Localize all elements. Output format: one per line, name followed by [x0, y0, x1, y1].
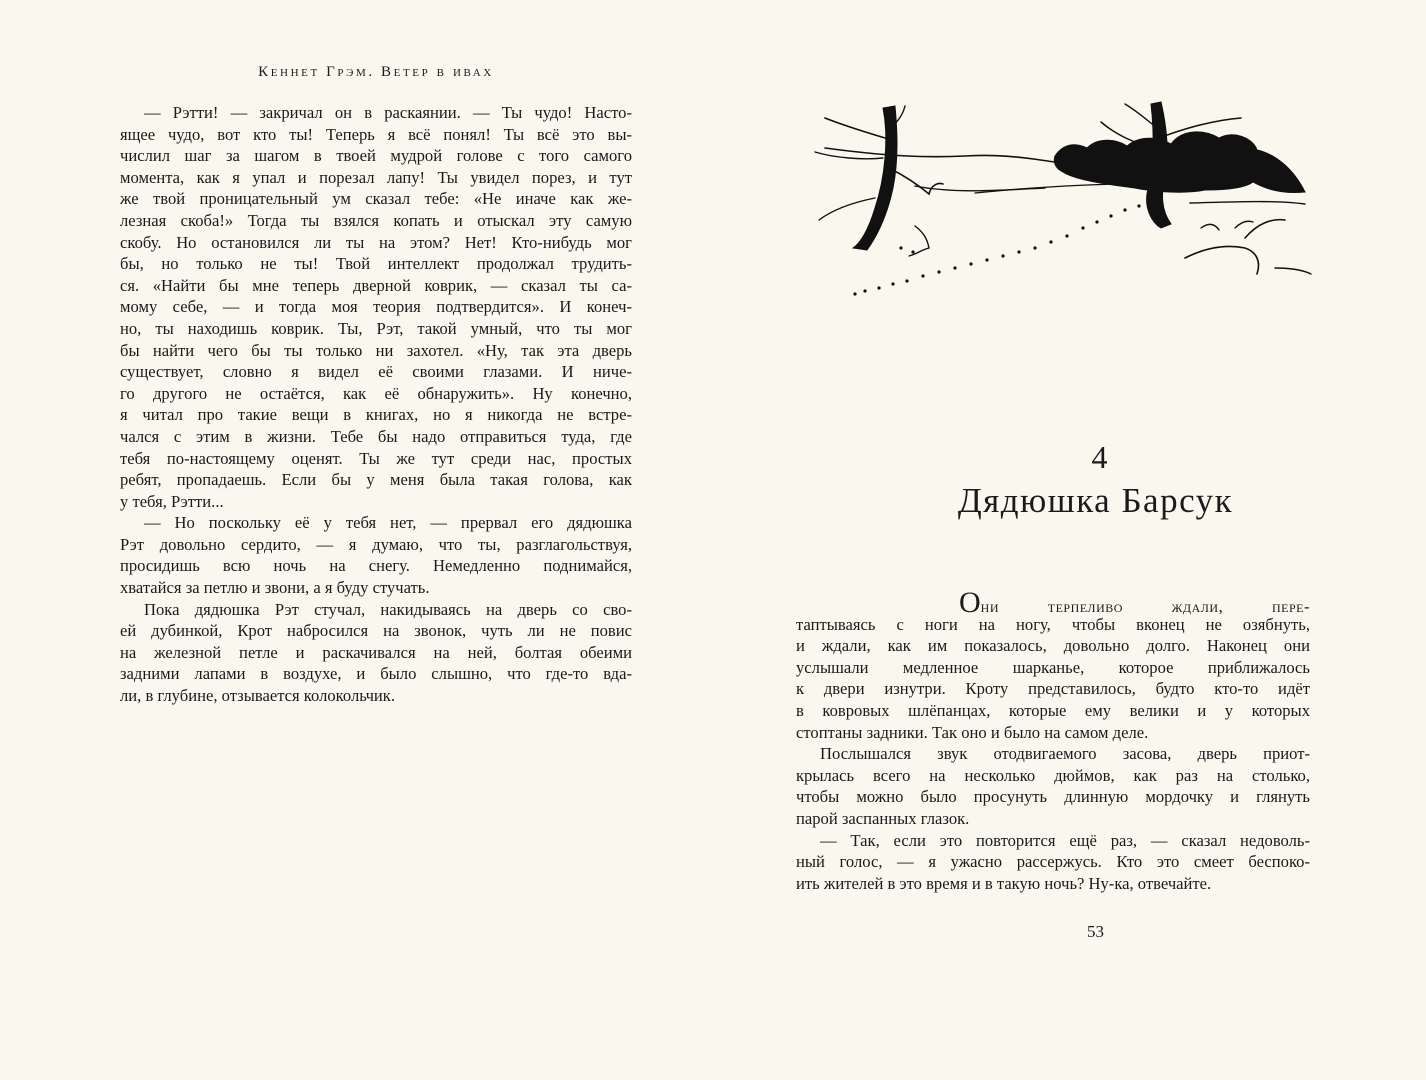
left-body-text — [120, 102, 632, 707]
text-line: мому себе, — и тогда моя теория подтвердится». И конеч- — [120, 297, 632, 317]
opening-text: ни терпеливо ждали, пере- — [980, 597, 1310, 616]
chapter-title: Дядюшка Барсук — [957, 481, 1234, 520]
drop-cap: О — [959, 586, 981, 619]
text-line: существует, словно я видел её своими глазами. И ниче- — [120, 362, 632, 382]
opening-line — [796, 586, 1310, 619]
text-line: я читал про такие вещи в книгах, но я никогда не встре- — [120, 405, 632, 425]
text-line: ящее чудо, вот кто ты! Теперь я всё понял! Ты всё это вы- — [120, 124, 632, 144]
text-line: числил шаг за шагом в твоей мудрой голове с того самого — [120, 146, 632, 166]
text-line: ли, в глубине, отзывается колокольчик. — [120, 686, 396, 706]
text-line: бы найти чего бы ты только ни захотел. «Ну, так эта дверь — [120, 340, 632, 360]
chapter-number: 4 — [1091, 439, 1108, 475]
text-line: хватайся за петлю и звони, а я буду стучать. — [120, 578, 430, 598]
text-line: чтобы можно было просунуть длинную мордочку и глянуть — [796, 787, 1310, 807]
text-line: лезная скоба!» Тогда ты взялся копать и отыскал эту самую — [120, 210, 632, 230]
text-line: бы, но только не ты! Твой интеллект продолжал трудить- — [120, 254, 632, 274]
text-line: ся. «Найти бы мне теперь дверной коврик, — сказал ты са- — [120, 275, 632, 295]
right-page — [713, 0, 1426, 1080]
winter-landscape-illustration — [805, 98, 1315, 303]
text-line: к двери изнутри. Кроту представилось, будто кто-то идёт — [796, 679, 1310, 699]
text-line: стоптаны задники. Так оно и было на самом деле. — [796, 722, 1149, 742]
text-line: тебя по-настоящему оценят. Ты же тут среди нас, простых — [120, 448, 632, 468]
text-line: у тебя, Рэтти... — [120, 491, 224, 511]
page-number: 53 — [1087, 922, 1104, 941]
text-line: но, ты находишь коврик. Ты, Рэт, такой умный, что ты мог — [120, 318, 632, 338]
text-line: — Рэтти! — закричал он в раскаянии. — Ты чудо! Насто- — [144, 103, 632, 122]
text-line: чался с этим в жизни. Тебе бы надо отправиться туда, где — [120, 426, 632, 446]
text-line: момента, как я упал и порезал лапу! Ты увидел порез, и тут — [120, 167, 632, 187]
running-head: Кеннет Грэм. Ветер в ивах — [258, 64, 494, 80]
text-line: Послышался звук отодвигаемого засова, дверь приот- — [820, 744, 1310, 764]
text-line: на железной петле и раскачивался на ней, болтая обеими — [120, 642, 632, 662]
text-line: ить жителей в это время и в такую ночь? Ну-ка, отвечайте. — [796, 873, 1212, 893]
text-line: и ждали, как им показалось, довольно долго. Наконец они — [796, 636, 1310, 656]
text-line: го другого не остаётся, как её обнаружить». Ну конечно, — [120, 383, 632, 403]
text-line: ей дубинкой, Крот набросился на звонок, чуть ли не повис — [120, 621, 632, 641]
text-line: крылась всего на несколько дюймов, как раз на столько, — [796, 765, 1310, 785]
text-line: скобу. Но остановился ли ты на этом? Нет! Кто-нибудь мог — [120, 232, 632, 252]
text-line: просидишь всю ночь на снегу. Немедленно поднимайся, — [120, 556, 632, 576]
text-line: в ковровых шлёпанцах, которые ему велики и у которых — [796, 700, 1310, 720]
text-line: таптываясь с ноги на ногу, чтобы вконец не озябнуть, — [796, 614, 1310, 634]
text-line: — Но поскольку её у тебя нет, — прервал его дядюшка — [144, 513, 632, 533]
text-line: парой заспанных глазок. — [796, 808, 970, 828]
text-line: Рэт довольно сердито, — я думаю, что ты, разглагольствуя, — [120, 534, 632, 554]
text-line: задними лапами в воздухе, и было слышно, что где-то вда- — [120, 664, 632, 684]
text-line: Пока дядюшка Рэт стучал, накидываясь на дверь со сво- — [144, 599, 632, 619]
text-line: ребят, пропадаешь. Если бы у меня была такая голова, как — [120, 470, 632, 490]
right-body-text — [796, 586, 1310, 894]
text-line: — Так, если это повторится ещё раз, — сказал недоволь- — [820, 830, 1310, 850]
text-line: услышали медленное шарканье, которое приближалось — [796, 657, 1310, 677]
text-line: же твой проницательный ум сказал тебе: «Не иначе как же- — [120, 189, 632, 209]
text-line: ный голос, — я ужасно рассержусь. Кто это смеет беспоко- — [796, 852, 1310, 872]
